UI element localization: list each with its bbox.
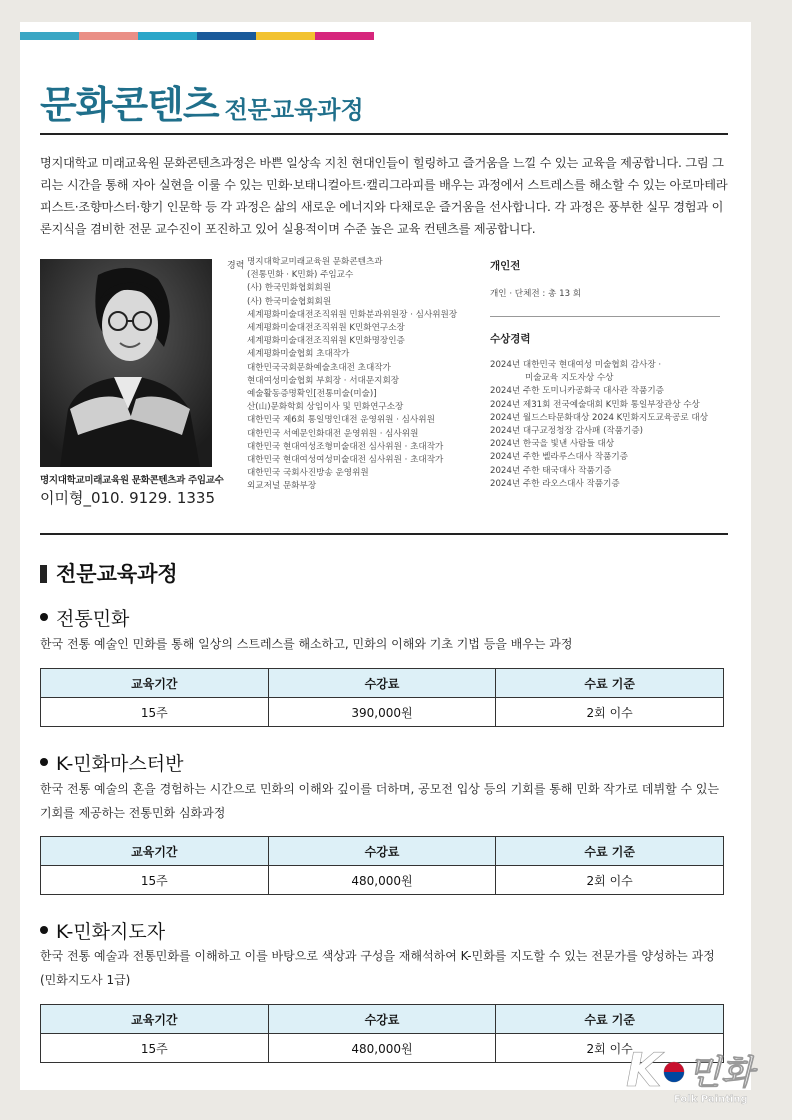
profile-separator xyxy=(490,316,720,317)
table-header-row xyxy=(41,669,724,698)
cell-period: 15주 xyxy=(41,866,269,895)
course-description: 한국 전통 예술의 혼을 경험하는 시간으로 민화의 이해와 깊이를 더하며, 공모전 입상 등의 기회를 통해 민화 작가로 데뷔할 수 있는 기회를 제공하는 전통민화 심화과정 xyxy=(40,782,720,820)
section-marker xyxy=(40,565,47,583)
history-label: 경력 xyxy=(227,261,245,271)
awards-list xyxy=(490,359,708,491)
header-period: 교육기간 xyxy=(41,669,269,698)
header-fee: 수강료 xyxy=(268,837,496,866)
award-item: 미술교육 지도자상 수상 xyxy=(525,373,614,384)
course-name xyxy=(40,749,183,776)
table-header-row xyxy=(41,837,724,866)
profile-divider xyxy=(40,533,728,535)
section-title xyxy=(40,558,178,588)
award-item: 2024년 대구교정청장 감사패 (작품기증) xyxy=(490,426,643,437)
history-item: 대한민국국회문화예술초대전 초대작가 xyxy=(247,362,391,373)
history-item: 세계평화미술대전조직위원 K민화연구소장 xyxy=(247,323,405,334)
header-period: 교육기간 xyxy=(41,1005,269,1034)
history-item: (전통민화 · K민화) 주임교수 xyxy=(247,270,354,281)
title-main: 문화콘텐츠 xyxy=(40,83,219,127)
title-sub: 전문교육과정 xyxy=(224,96,364,124)
header-period: 교육기간 xyxy=(41,837,269,866)
history-item: 대한민국 현대여성조형미술대전 심사위원 · 초대작가 xyxy=(247,441,444,452)
course-name xyxy=(40,917,165,944)
career-history-list xyxy=(247,256,457,494)
award-item: 2024년 주한 라오스대사 작품기증 xyxy=(490,478,620,489)
strip-segment xyxy=(79,32,138,40)
award-item: 2024년 월드스타문화대상 2024 K민화지도교육공로 대상 xyxy=(490,412,709,423)
course-table xyxy=(40,668,724,727)
svg-text:민화: 민화 xyxy=(688,1053,754,1093)
course-name-text: K-민화마스터반 xyxy=(56,753,184,775)
award-item: 2024년 주한 도미니카공화국 대사관 작품기증 xyxy=(490,386,664,397)
contact-info: 이미형_010. 9129. 1335 xyxy=(40,489,216,507)
course-description: 한국 전통 예술과 전통민화를 이해하고 이를 바탕으로 색상과 구성을 재해석하여 K-민화를 지도할 수 있는 전문가를 양성하는 과정(민화지도사 1급) xyxy=(40,949,715,987)
profile-photo xyxy=(40,259,212,467)
course-name xyxy=(40,604,129,631)
header-fee: 수강료 xyxy=(268,669,496,698)
exhibit-heading: 개인전 xyxy=(490,260,521,272)
history-item: 대한민국 서예문인화대전 운영위원 · 심사위원 xyxy=(247,428,419,439)
history-item: 대한민국 국회사진방송 운영위원 xyxy=(247,468,369,479)
cell-criteria: 2회 이수 xyxy=(496,866,724,895)
course-name-text: 전통민화 xyxy=(56,608,130,630)
page-title xyxy=(40,74,364,129)
course-description: 한국 전통 예술인 민화를 통해 일상의 스트레스를 해소하고, 민화의 이해와 기초 기법 등을 배우는 과정 xyxy=(40,637,573,651)
history-item: 현대여성미술협회 부회장 · 서대문지회장 xyxy=(247,375,400,386)
svg-text:K: K xyxy=(626,1043,662,1097)
k-minhwa-logo xyxy=(622,1036,772,1108)
table-row xyxy=(41,866,724,895)
bullet-icon xyxy=(40,926,48,934)
history-item: 산(山)문화학회 상임이사 및 민화연구소장 xyxy=(247,402,404,413)
history-item: 예술활동증명확인[전통미술(미술)] xyxy=(247,389,377,400)
history-item: 명지대학교미래교육원 문화콘텐츠과 xyxy=(247,257,383,267)
strip-segment xyxy=(20,32,79,40)
award-item: 2024년 한국을 빛낸 사람들 대상 xyxy=(490,439,615,450)
cell-criteria: 2회 이수 xyxy=(496,698,724,727)
history-item: 외교저널 문화부장 xyxy=(247,481,317,492)
cell-period: 15주 xyxy=(41,1034,269,1063)
cell-fee: 390,000원 xyxy=(268,698,496,727)
cell-period: 15주 xyxy=(41,698,269,727)
history-item: 대한민국 현대여성여성미술대전 심사위원 · 초대작가 xyxy=(247,455,444,466)
history-item: 세계평화미술대전조직위원 K민화명장인증 xyxy=(247,336,405,347)
award-item: 2024년 제31회 전국예술대회 K민화 통일부장관상 수상 xyxy=(490,399,700,410)
table-header-row xyxy=(41,1005,724,1034)
header-criteria: 수료 기준 xyxy=(496,1005,724,1034)
strip-segment xyxy=(138,32,197,40)
strip-segment xyxy=(197,32,256,40)
award-item: 2024년 주한 벨라루스대사 작품기증 xyxy=(490,452,628,463)
history-item: (사) 한국미술협회회원 xyxy=(247,296,332,307)
award-item: 2024년 대한민국 현대여성 미술협회 감사장 · xyxy=(490,360,662,370)
portrait-illustration xyxy=(40,259,212,467)
header-fee: 수강료 xyxy=(268,1005,496,1034)
course-name-text: K-민화지도자 xyxy=(56,921,166,943)
section-title-text: 전문교육과정 xyxy=(56,562,178,586)
header-criteria: 수료 기준 xyxy=(496,669,724,698)
photo-caption: 명지대학교미래교육원 문화콘텐츠과 주임교수 xyxy=(40,475,224,486)
history-item: 세계평화미술대전조직위원 민화분과위원장 · 심사위원장 xyxy=(247,309,458,320)
award-item: 2024년 주한 태국대사 작품기증 xyxy=(490,465,612,476)
bullet-icon xyxy=(40,613,48,621)
bullet-icon xyxy=(40,758,48,766)
course-table xyxy=(40,836,724,895)
color-strip xyxy=(20,32,374,40)
cell-fee: 480,000원 xyxy=(268,866,496,895)
exhibit-count: 개인 · 단체전 : 총 13 회 xyxy=(490,289,582,299)
history-item: 세계평화미술협회 초대작가 xyxy=(247,349,350,360)
cell-fee: 480,000원 xyxy=(268,1034,496,1063)
intro-paragraph: 명지대학교 미래교육원 문화콘텐츠과정은 바쁜 일상속 지친 현대인들이 힐링하고 즐거움을 느낄 수 있는 교육을 제공합니다. 그림 그리는 시간을 통해 자아 실현을 이룰 수 있는 민화·보태니컬아트·캘리그라피를 배우는 과정에서 스트레스를 해소할 수 있는 아로마테라피스트·조향마스터·향기 인문학 등 각 과정은 삶의 새로운 에너지와 다채로운 즐거움을 선사합니다. 각 과정은 풍부한 실무 경험과 이론지식을 겸비한 전문 교수진이 포진하고 있어 실용적이며 수준 높은 교육 컨텐츠를 제공합니다. xyxy=(40,156,728,236)
title-divider xyxy=(40,133,728,135)
strip-segment xyxy=(315,32,374,40)
cell-criteria: 2회 이수 xyxy=(496,1034,724,1063)
history-item: 대한민국 제6회 통일명인대전 운영위원 · 심사위원 xyxy=(247,415,435,426)
header-criteria: 수료 기준 xyxy=(496,837,724,866)
strip-segment xyxy=(256,32,315,40)
table-row xyxy=(41,698,724,727)
svg-text:Folk Painting: Folk Painting xyxy=(674,1094,748,1105)
history-item: (사) 한국민화협회회원 xyxy=(247,283,332,294)
awards-heading: 수상경력 xyxy=(490,333,531,345)
